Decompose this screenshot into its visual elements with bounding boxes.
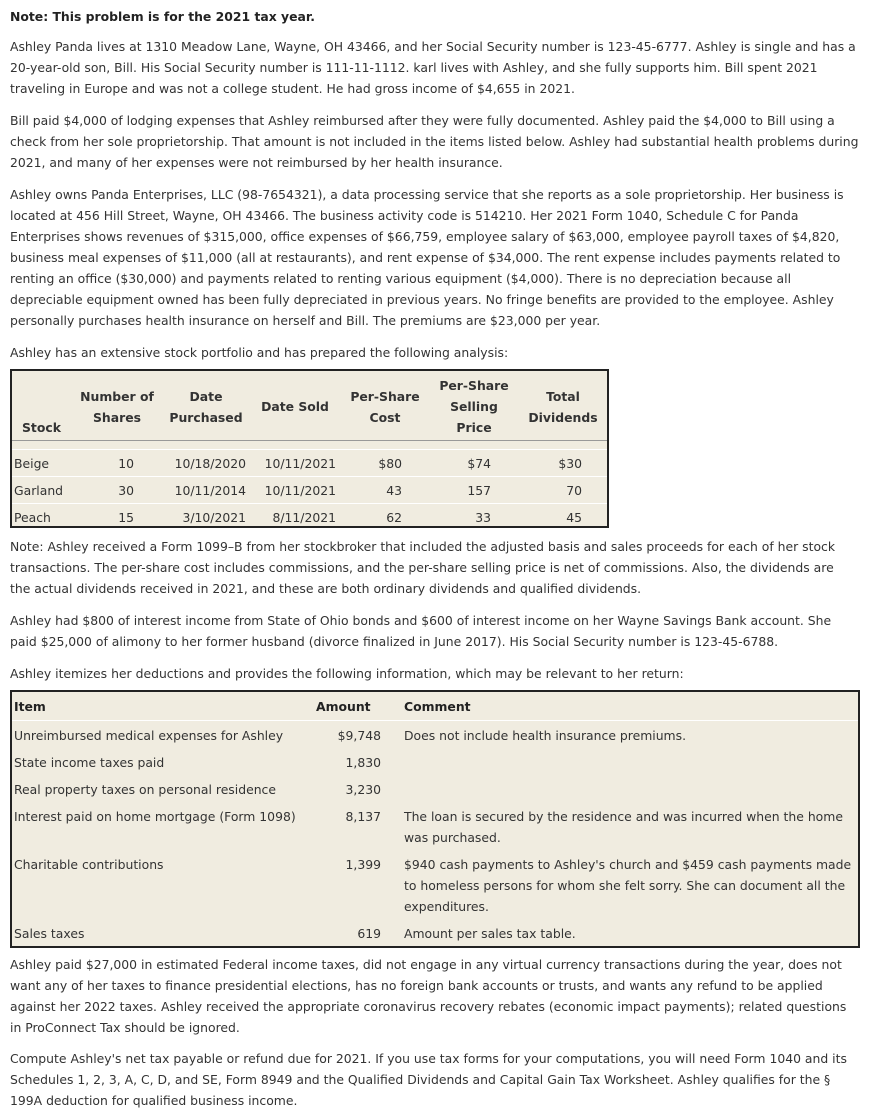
- header-per-share-cost: Per-Share Cost: [350, 389, 420, 425]
- deduction-amount: 1,830: [345, 755, 381, 770]
- stock-date-sold: 10/11/2021: [264, 483, 336, 498]
- deduction-amount: 8,137: [345, 809, 381, 824]
- header-item: Item: [14, 699, 46, 714]
- deduction-comment: The loan is secured by the residence and was incurred when the home was purchased.: [404, 809, 843, 845]
- paragraph-estimated-taxes: Ashley paid $27,000 in estimated Federal income taxes, did not engage in any virtual currency transactions during the year, does not want any of her taxes to finance presidential elections, has no foreign bank accounts or trusts, and wants any refund to be applied against her 2022 taxes. Ashley received the appropriate coronavirus recovery rebates (economic impact payments); related questions in ProConnect Tax should be ignored.: [10, 957, 847, 1035]
- deduction-amount: $9,748: [337, 728, 381, 743]
- stock-name: Garland: [14, 483, 64, 498]
- paragraph-compute-instructions: Compute Ashley's net tax payable or refund due for 2021. If you use tax forms for your computations, you will need Form 1040 and its Schedules 1, 2, 3, A, C, D, and SE, Form 8949 and the Qualified Dividends and Capital Gain Tax Worksheet. Ashley qualifies for the § 199A deduction for qualified business income.: [10, 1051, 847, 1108]
- stock-date-purchased: 3/10/2021: [182, 510, 246, 525]
- stock-dividends: 70: [566, 483, 582, 498]
- deduction-amount: 3,230: [345, 782, 381, 797]
- stock-cost: $80: [378, 456, 402, 471]
- stock-table: [10, 369, 609, 528]
- paragraph-stock-intro: Ashley has an extensive stock portfolio and has prepared the following analysis:: [10, 345, 509, 360]
- header-amount: Amount: [316, 699, 371, 714]
- stock-table-header: [12, 371, 607, 441]
- deduction-item: State income taxes paid: [14, 755, 165, 770]
- deduction-item: Sales taxes: [14, 926, 85, 941]
- stock-name: Peach: [14, 510, 51, 525]
- stock-date-purchased: 10/18/2020: [174, 456, 246, 471]
- deduction-amount: 1,399: [345, 857, 381, 872]
- stock-price: 33: [475, 510, 491, 525]
- header-comment: Comment: [404, 699, 471, 714]
- stock-date-sold: 10/11/2021: [264, 456, 336, 471]
- header-date-sold: Date Sold: [261, 399, 329, 414]
- deduction-comment: Does not include health insurance premiums.: [404, 728, 687, 743]
- paragraph-business-info: Ashley owns Panda Enterprises, LLC (98-7654321), a data processing service that she reports as a sole proprietorship. Her business is located at 456 Hill Street, Wayne, OH 43466. The business activity code is 514210. Her 2021 Form 1040, Schedule C for Panda Enterprises shows revenues of $315,000, office expenses of $66,759, employee salary of $63,000, employee payroll taxes of $4,820, business meal expenses of $11,000 (all at restaurants), and rent expense of $34,000. The rent expense includes payments related to renting an office ($30,000) and payments related to renting various equipment ($4,000). There is no depreciation because all depreciable equipment owned has been fully depreciated in previous years. No fringe benefits are provided to the employee. Ashley personally purchases health insurance on herself and Bill. The premiums are $23,000 per year.: [10, 187, 844, 328]
- stock-row: [12, 449, 607, 477]
- stock-cost: 43: [386, 483, 402, 498]
- stock-row: [12, 503, 607, 531]
- header-per-share-selling-price: Per-Share Selling Price: [439, 378, 509, 435]
- paragraph-taxpayer-info: Ashley Panda lives at 1310 Meadow Lane, Wayne, OH 43466, and her Social Security number is 123-45-6777. Ashley is single and has a 20-year-old son, Bill. His Social Security number is 111-11-1112. karl lives with Ashley, and she fully supports him. Bill spent 2021 traveling in Europe and was not a college student. He had gross income of $4,655 in 2021.: [10, 39, 856, 96]
- deduction-item: Real property taxes on personal residence: [14, 782, 276, 797]
- stock-shares: 15: [118, 510, 134, 525]
- stock-name: Beige: [14, 456, 50, 471]
- deduction-comment: Amount per sales tax table.: [404, 926, 576, 941]
- stock-row: [12, 476, 607, 504]
- header-date-purchased: Date Purchased: [169, 389, 243, 425]
- deduction-item: Interest paid on home mortgage (Form 1098): [14, 809, 296, 824]
- header-total-dividends: Total Dividends: [528, 389, 598, 425]
- deduction-amount: 619: [357, 926, 381, 941]
- paragraph-form-1099b-note: Note: Ashley received a Form 1099–B from her stockbroker that included the adjusted basis and sales proceeds for each of her stock transactions. The per-share cost includes commissions, and the per-share selling price is net of commissions. Also, the dividends are the actual dividends received in 2021, and these are both ordinary dividends and qualified dividends.: [10, 539, 836, 596]
- stock-cost: 62: [386, 510, 402, 525]
- stock-price: 157: [467, 483, 491, 498]
- stock-shares: 10: [118, 456, 134, 471]
- deduction-item: Charitable contributions: [14, 857, 164, 872]
- paragraph-itemized-intro: Ashley itemizes her deductions and provides the following information, which may be relevant to her return:: [10, 666, 684, 681]
- stock-price: $74: [467, 456, 491, 471]
- paragraph-interest-alimony: Ashley had $800 of interest income from State of Ohio bonds and $600 of interest income on her Wayne Savings Bank account. She paid $25,000 of alimony to her former husband (divorce finalized in June 2017). His Social Security number is 123-45-6788.: [10, 613, 832, 649]
- stock-date-sold: 8/11/2021: [272, 510, 336, 525]
- deduction-comment: $940 cash payments to Ashley's church and $459 cash payments made to homeless persons for whom she felt sorry. She can document all the expenditures.: [404, 857, 852, 914]
- itemized-deductions-table: [10, 690, 860, 948]
- note-title: Note: This problem is for the 2021 tax year.: [10, 9, 315, 24]
- stock-dividends: $30: [558, 456, 582, 471]
- stock-dividends: 45: [566, 510, 582, 525]
- header-divider: [12, 720, 858, 721]
- header-stock: Stock: [22, 420, 61, 435]
- stock-shares: 30: [118, 483, 134, 498]
- stock-date-purchased: 10/11/2014: [174, 483, 246, 498]
- deduction-item: Unreimbursed medical expenses for Ashley: [14, 728, 284, 743]
- paragraph-lodging-expenses: Bill paid $4,000 of lodging expenses that Ashley reimbursed after they were fully documented. Ashley paid the $4,000 to Bill using a check from her sole proprietorship. That amount is not included in the items listed below. Ashley had substantial health problems during 2021, and many of her expenses were not reimbursed by her health insurance.: [10, 113, 859, 170]
- header-number-of-shares: Number of Shares: [80, 389, 154, 425]
